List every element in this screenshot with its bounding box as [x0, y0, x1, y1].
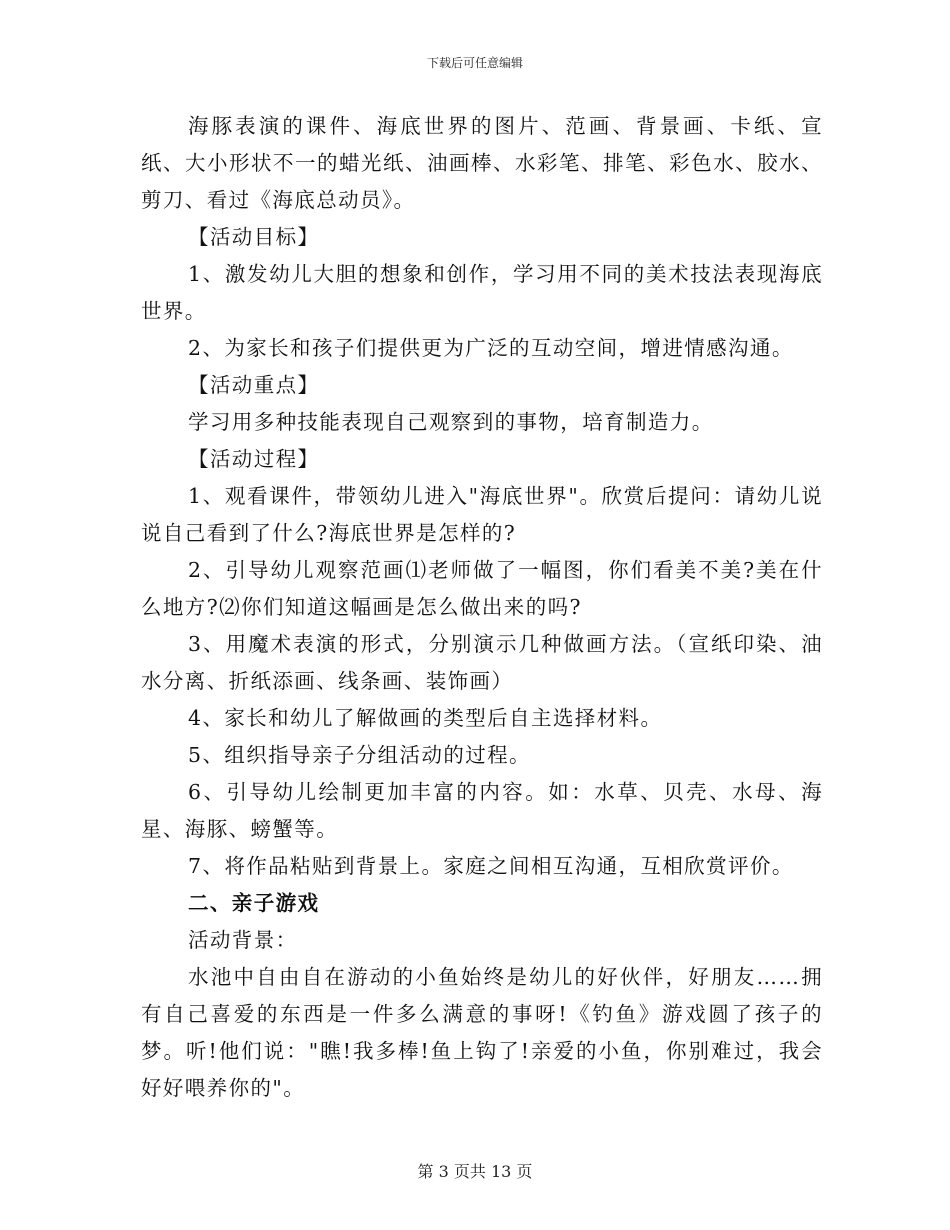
- paragraph-goal-2: 2、为家长和孩子们提供更为广泛的互动空间，增进情感沟通。: [188, 336, 794, 360]
- paragraph-focus: 学习用多种技能表现自己观察到的事物，培育制造力。: [188, 410, 714, 434]
- section-heading-parent-child-game: 二、亲子游戏: [188, 891, 320, 915]
- document-body: [141, 108, 823, 1107]
- paragraph-step-5: 5、组织指导亲子分组活动的过程。: [188, 743, 531, 767]
- heading-activity-process: 【活动过程】: [188, 447, 320, 471]
- subheading-background: 活动背景：: [188, 928, 298, 952]
- heading-activity-goals: 【活动目标】: [188, 225, 320, 249]
- page-footer: 第 3 页共 13 页: [417, 1162, 533, 1181]
- paragraph-step-4: 4、家长和幼儿了解做画的类型后自主选择材料。: [188, 706, 663, 730]
- heading-activity-focus: 【活动重点】: [188, 373, 320, 397]
- paragraph-background: 水池中自由自在游动的小鱼始终是幼儿的好伙伴，好朋友……拥有自己喜爱的东西是一件多么满意的事呀!《钓鱼》游戏圆了孩子的梦。听!他们说："瞧!我多棒!鱼上钩了!亲爱的小鱼，你别难过，我会好好喂养你的"。: [141, 965, 823, 1100]
- paragraph-step-6: 6、引导幼儿绘制更加丰富的内容。如：水草、贝壳、水母、海星、海豚、螃蟹等。: [141, 780, 823, 841]
- paragraph-step-3: 3、用魔术表演的形式，分别演示几种做画方法。（宣纸印染、油水分离、折纸添画、线条画、装饰画）: [141, 632, 823, 693]
- paragraph-step-2: 2、引导幼儿观察范画⑴老师做了一幅图，你们看美不美?美在什么地方?⑵你们知道这幅画是怎么做出来的吗?: [141, 558, 823, 619]
- paragraph-step-7: 7、将作品粘贴到背景上。家庭之间相互沟通，互相欣赏评价。: [188, 854, 794, 878]
- paragraph-step-1: 1、观看课件，带领幼儿进入"海底世界"。欣赏后提问：请幼儿说说自己看到了什么?海底世界是怎样的?: [141, 484, 823, 545]
- page-header: 下载后可任意编辑: [426, 56, 523, 70]
- paragraph-goal-1: 1、激发幼儿大胆的想象和创作，学习用不同的美术技法表现海底世界。: [141, 262, 823, 323]
- paragraph-materials: 海豚表演的课件、海底世界的图片、范画、背景画、卡纸、宣纸、大小形状不一的蜡光纸、油画棒、水彩笔、排笔、彩色水、胶水、剪刀、看过《海底总动员》。: [141, 114, 823, 212]
